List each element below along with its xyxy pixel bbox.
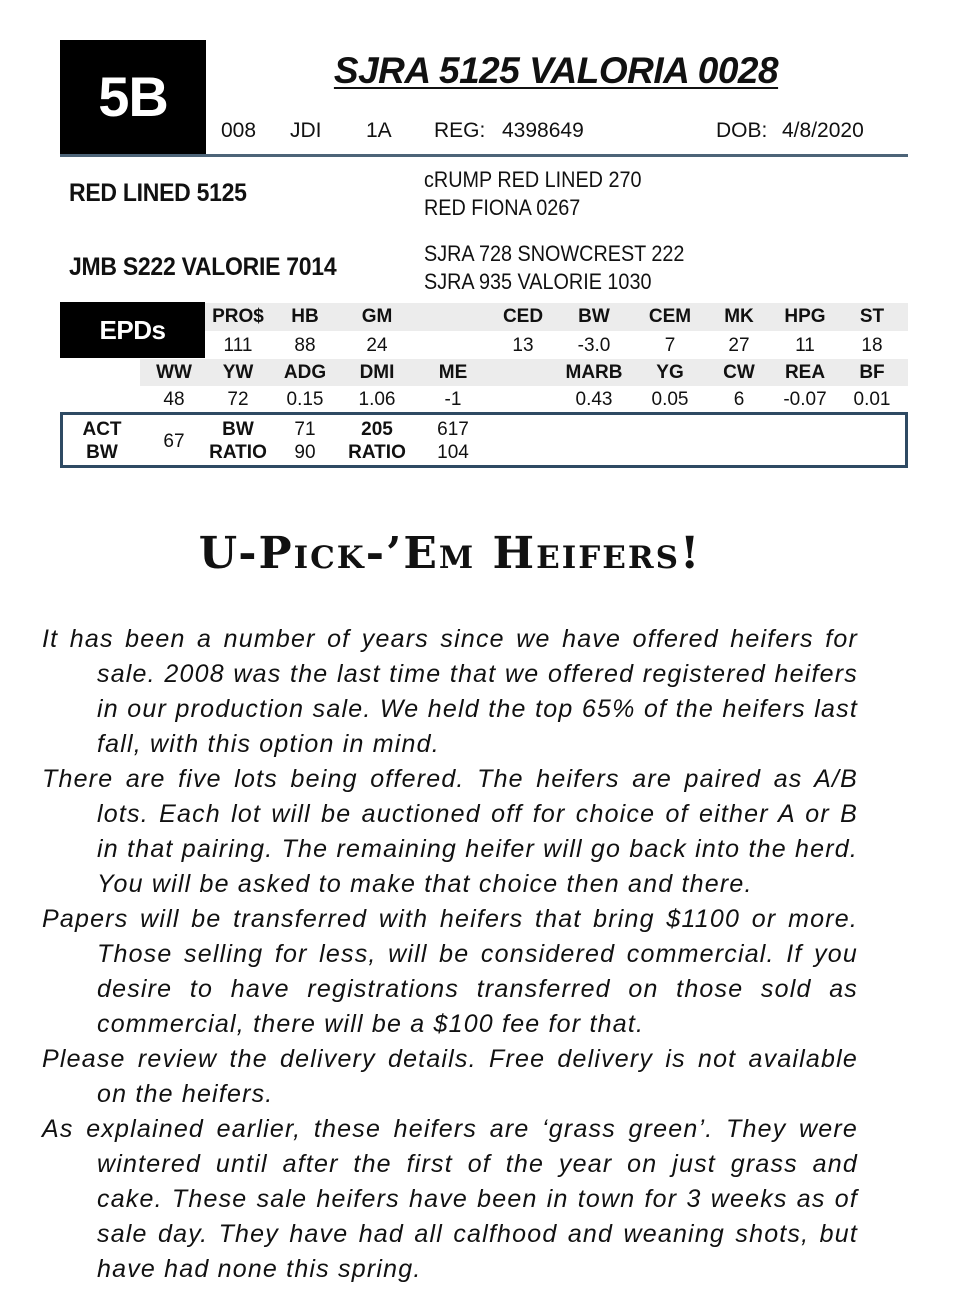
paragraph: As explained earlier, these heifers are ‘grass green’. They were wintered until after the first of the year on just grass and cake. These sale heifers have been in town for 3 weeks as of sale day. They have had all calfhood and weaning shots, but have had none this spring. [42,1115,858,1283]
sire-dam: RED FIONA 0267 [424,195,581,220]
epd-header: CEM [648,306,692,327]
epd-header: HPG [784,306,826,327]
epd-header: YG [656,362,684,383]
epd-header: BF [859,362,885,383]
header-divider [60,154,908,157]
paragraph: Please review the delivery details. Free delivery is not available on the heifers. [42,1045,858,1108]
dob-label: DOB: [716,119,768,142]
w205-value: 617 [437,419,469,440]
epd-label: EPDs [60,302,205,358]
bw-value: 71 [294,419,316,440]
epd-value: 13 [512,335,534,356]
epd-header: CW [723,362,755,383]
epd-header: ST [859,306,885,327]
dam-sire: SJRA 728 SNOWCREST 222 [424,241,685,266]
tag-number: 008 [221,119,257,142]
epd-value: 0.43 [575,389,613,410]
epd-value: 24 [366,335,388,356]
epd-header: CED [502,306,544,327]
epd-value: 48 [163,389,185,410]
epd-value: 0.15 [286,389,324,410]
epd-header: MK [724,306,754,327]
bw-ratio-label-1: BW [222,419,254,440]
epd-header: DMI [359,362,395,383]
epd-value: 1.06 [358,389,396,410]
epd-value: 6 [733,389,745,410]
paragraph: It has been a number of years since we have offered heifers for sale. 2008 was the last time that we offered registered heifers in our production sale. We held the top 65% of the heifers last fall, with this option in mind. [42,625,858,758]
epd-header: REA [784,362,826,383]
epd-value: -3.0 [577,335,611,356]
epd-header: YW [222,362,254,383]
w205-label-1: 205 [361,419,393,440]
epd-header: GM [361,306,393,327]
promo-title: U-Pick-’Em Heifers! [198,528,702,579]
grade-code: 1A [366,119,392,142]
epd-value: 111 [223,335,253,356]
epd-value: -0.07 [783,389,827,410]
w205-ratio-value: 104 [437,442,469,463]
w205-label-2: RATIO [348,442,406,463]
epd-value: 88 [294,335,316,356]
epd-header: PRO$ [212,306,264,327]
epd-value: 7 [664,335,676,356]
epd-value: -1 [444,389,462,410]
paragraph: There are five lots being offered. The heifers are paired as A/B lots. Each lot will be auctioned off for choice of either A or B in that pairing. The remaining heifer will go back into the herd. You will be asked to make that choice then and there. [42,765,858,898]
epd-value: 18 [861,335,883,356]
herd-code: JDI [290,119,322,142]
epd-header: ADG [283,362,327,383]
promo-body [42,622,858,1287]
act-bw-label-2: BW [86,442,118,463]
epd-value: 11 [795,335,815,356]
actuals-box [60,412,908,468]
lot-number: 5B [60,40,206,154]
epd-header: ME [438,362,468,383]
reg-number: 4398649 [502,119,584,142]
act-bw-label-1: ACT [82,419,122,440]
dob-value: 4/8/2020 [782,119,864,142]
epd-value: 72 [227,389,249,410]
bw-ratio-value: 90 [294,442,316,463]
epd-header: BW [578,306,610,327]
dam-name: JMB S222 VALORIE 7014 [69,253,337,281]
epd-value: 27 [728,335,750,356]
act-bw-value: 67 [163,431,185,452]
epd-value: 0.05 [651,389,689,410]
sire-sire: cRUMP RED LINED 270 [424,167,642,192]
animal-name: SJRA 5125 VALORIA 0028 [333,50,779,91]
dam-dam: SJRA 935 VALORIE 1030 [424,269,652,294]
epd-header: HB [291,306,319,327]
epd-value: 0.01 [853,389,891,410]
reg-label: REG: [434,119,486,142]
epd-header: MARB [565,362,623,383]
sire-name: RED LINED 5125 [69,179,247,207]
epd-header: WW [156,362,192,383]
bw-ratio-label-2: RATIO [209,442,267,463]
paragraph: Papers will be transferred with heifers that bring $1100 or more. Those selling for less, will be considered commercial. If you desire to have registrations transferred on those sold as commercial, there will be a $100 fee for that. [42,905,858,1038]
